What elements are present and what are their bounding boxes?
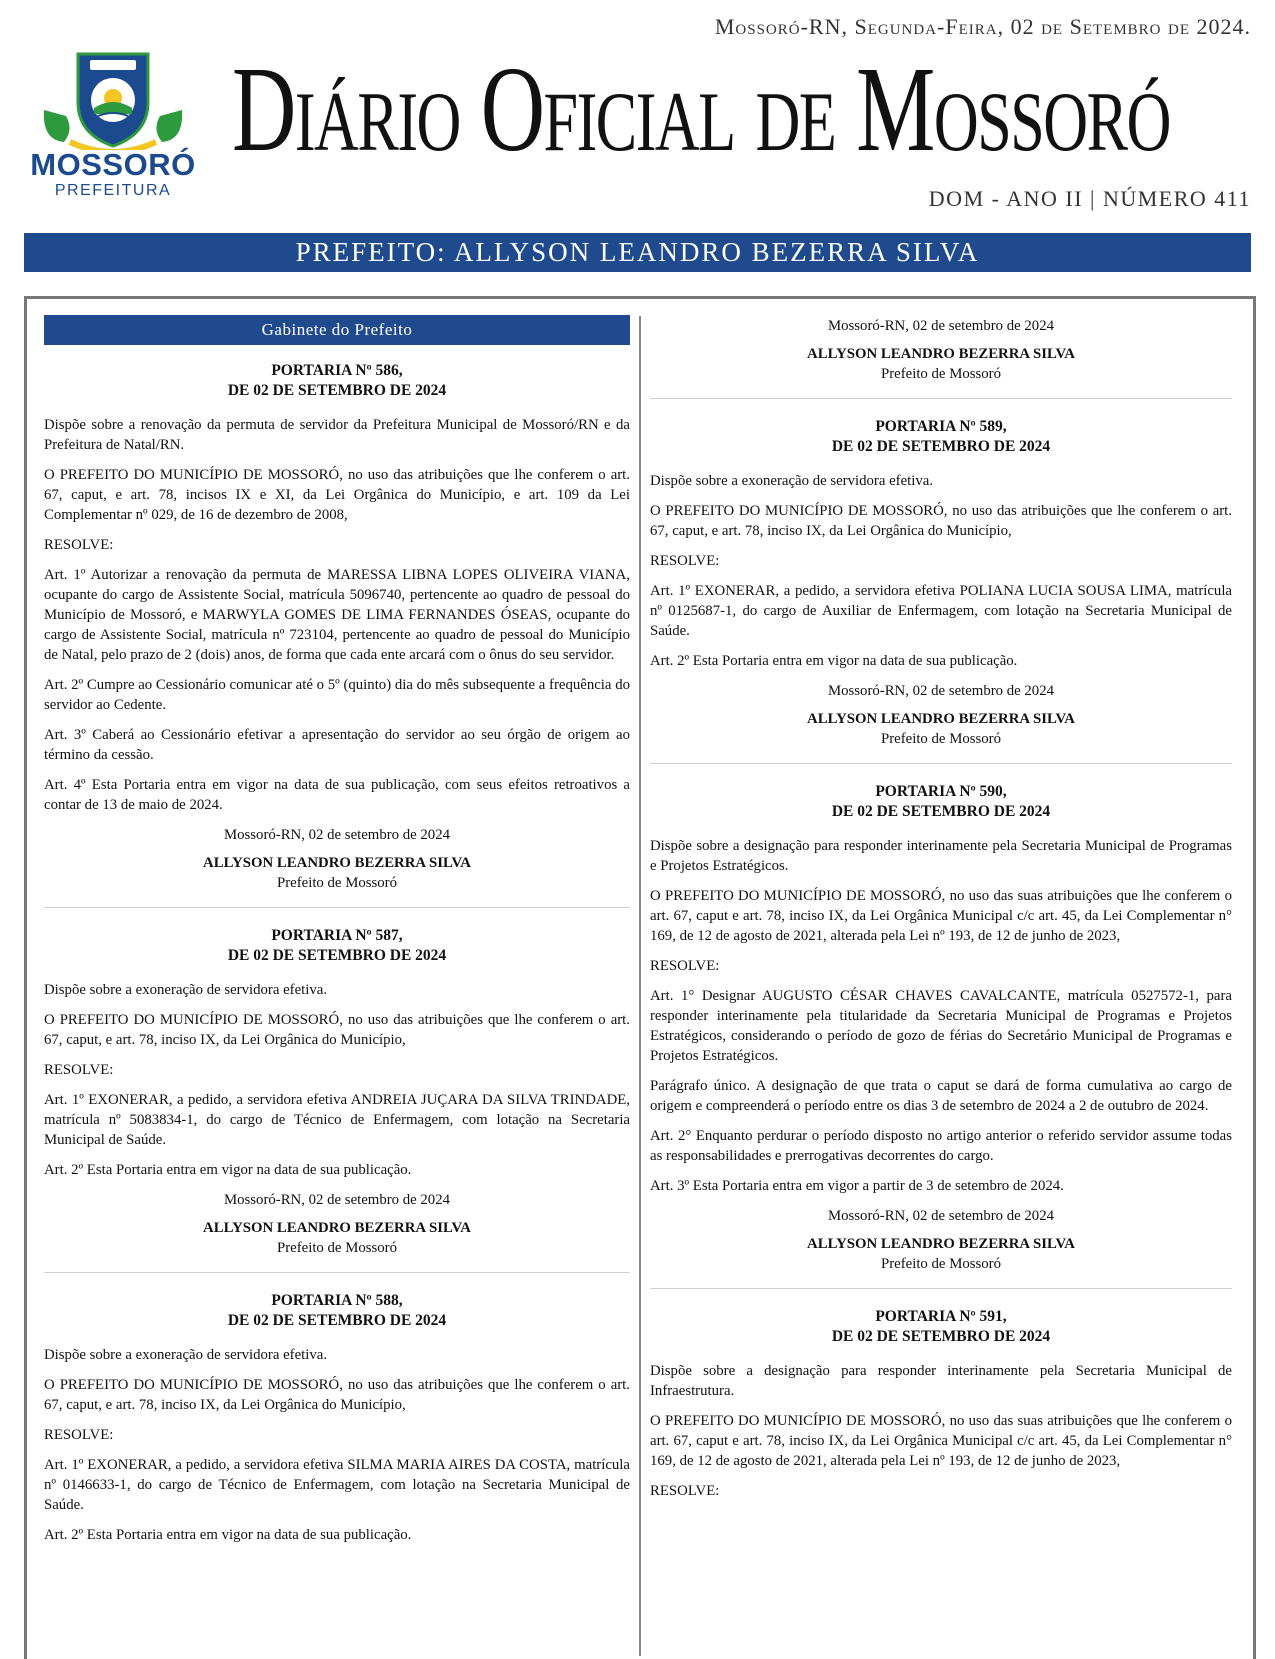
portaria-resolve: RESOLVE: [650, 1483, 720, 1499]
portaria-resolve: RESOLVE: [650, 553, 720, 569]
portaria-591 [650, 1307, 1232, 1501]
signature-name: ALLYSON LEANDRO BEZERRA SILVA [203, 855, 471, 871]
edition-number: DOM - ANO II | NÚMERO 411 [928, 186, 1251, 211]
portaria-number: PORTARIA Nº 591, [875, 1308, 1007, 1325]
portaria-number: PORTARIA Nº 590, [875, 783, 1007, 800]
portaria-date: DE 02 DE SETEMBRO DE 2024 [831, 438, 1051, 455]
portaria-preamble: O PREFEITO DO MUNICÍPIO DE MOSSORÓ, no uso das atribuições que lhe conferem o art. 67, caput, e art. 78, inciso IX, da Lei Orgânica do Município, [44, 1012, 630, 1048]
signature-block [44, 825, 630, 893]
portaria-preamble: O PREFEITO DO MUNICÍPIO DE MOSSORÓ, no uso das atribuições que lhe conferem o art. 67, caput, e art. 78, inciso IX, da Lei Orgânica do Município, [44, 1377, 630, 1413]
column-divider [639, 316, 641, 1656]
signature-place-date: Mossoró-RN, 02 de setembro de 2024 [827, 683, 1055, 699]
portaria-title [650, 1307, 1232, 1347]
portaria-588 [44, 1291, 630, 1545]
portaria-number: PORTARIA Nº 588, [271, 1292, 403, 1309]
portaria-article: Art. 1º EXONERAR, a pedido, a servidora efetiva SILMA MARIA AIRES DA COSTA, matrícula nº 0146633-1, do cargo de Técnico de Enfermagem, com lotação na Secretaria Municipal de Saúde. [44, 1457, 630, 1513]
portaria-date: DE 02 DE SETEMBRO DE 2024 [227, 947, 447, 964]
portaria-summary: Dispõe sobre a designação para responder interinamente pela Secretaria Municipal de Infraestrutura. [650, 1363, 1232, 1399]
portaria-title [650, 782, 1232, 822]
right-column [650, 316, 1232, 1511]
document-separator [650, 763, 1232, 764]
logo-wordmark: MOSSORÓ [30, 147, 196, 182]
portaria-number: PORTARIA Nº 589, [875, 418, 1007, 435]
portaria-resolve: RESOLVE: [44, 1062, 114, 1078]
signature-place-date: Mossoró-RN, 02 de setembro de 2024 [223, 1192, 451, 1208]
signature-place-date: Mossoró-RN, 02 de setembro de 2024 [827, 318, 1055, 334]
portaria-preamble: O PREFEITO DO MUNICÍPIO DE MOSSORÓ, no uso das atribuições que lhe conferem o art. 67, caput, e art. 78, incisos IX e XI, da Lei Orgânica do Município, e art. 109 da Lei Complementar nº 029, de 16 de dezembro de 2008, [44, 467, 630, 523]
signature-role: Prefeito de Mossoró [276, 1240, 397, 1256]
signature-block [650, 316, 1232, 384]
portaria-number: PORTARIA Nº 586, [271, 362, 403, 379]
portaria-title [44, 1291, 630, 1331]
portaria-summary: Dispõe sobre a exoneração de servidora efetiva. [44, 982, 328, 998]
portaria-preamble: O PREFEITO DO MUNICÍPIO DE MOSSORÓ, no uso das suas atribuições que lhe conferem o art. 67, caput e art. 78, inciso IX, da Lei Orgânica Municipal c/c art. 45, da Lei Complementar n° 169, de 12 de agosto de 2021, alterada pela Lei nº 193, de 12 de junho de 2023, [650, 1413, 1232, 1469]
portaria-paragraph: Parágrafo único. A designação de que trata o caput se dará de forma cumulativa ao cargo de origem e compreenderá o período entre os dias 3 de setembro de 2024 a 2 de outubro de 2024. [650, 1078, 1232, 1114]
document-separator [44, 1272, 630, 1273]
portaria-title [650, 417, 1232, 457]
portaria-article: Art. 3º Esta Portaria entra em vigor a partir de 3 de setembro de 2024. [650, 1178, 1064, 1194]
portaria-summary: Dispõe sobre a exoneração de servidora efetiva. [44, 1347, 328, 1363]
portaria-article: Art. 4º Esta Portaria entra em vigor na data de sua publicação, com seus efeitos retroativos a contar de 13 de maio de 2024. [44, 777, 630, 813]
coat-of-arms-icon [24, 50, 202, 150]
section-header: Gabinete do Prefeito [44, 315, 630, 345]
document-separator [44, 907, 630, 908]
signature-role: Prefeito de Mossoró [880, 366, 1001, 382]
portaria-summary: Dispõe sobre a designação para responder interinamente pela Secretaria Municipal de Programas e Projetos Estratégicos. [650, 838, 1232, 874]
newspaper-title: Diário Oficial de Mossoró [232, 42, 1170, 177]
portaria-586 [44, 361, 630, 893]
portaria-resolve: RESOLVE: [44, 537, 114, 553]
portaria-article: Art. 2° Enquanto perdurar o período disposto no artigo anterior o referido servidor assume todas as responsabilidades e prerrogativas decorrentes do cargo. [650, 1128, 1232, 1164]
portaria-summary: Dispõe sobre a renovação da permuta de servidor da Prefeitura Municipal de Mossoró/RN e da Prefeitura de Natal/RN. [44, 417, 630, 453]
issue-date: Mossoró-RN, Segunda-Feira, 02 de Setembro de 2024. [714, 14, 1251, 39]
portaria-resolve: RESOLVE: [44, 1427, 114, 1443]
signature-block [650, 681, 1232, 749]
document-separator [650, 398, 1232, 399]
signature-name: ALLYSON LEANDRO BEZERRA SILVA [807, 711, 1075, 727]
portaria-article: Art. 2º Esta Portaria entra em vigor na data de sua publicação. [44, 1162, 412, 1178]
portaria-article: Art. 3º Caberá ao Cessionário efetivar a apresentação do servidor ao seu órgão de origem ao término da cessão. [44, 727, 630, 763]
portaria-587 [44, 926, 630, 1258]
portaria-article: Art. 1º Autorizar a renovação da permuta de MARESSA LIBNA LOPES OLIVEIRA VIANA, ocupante do cargo de Assistente Social, matrícula 5096740, pertencente ao quadro de pessoal do Município de Mossoró, e MARWYLA GOMES DE LIMA FERNANDES ÓSEAS, ocupante do cargo de Assistente Social, matrícula nº 723104, pertencente ao quadro de pessoal do Município de Natal, pelo prazo de 2 (dois) anos, de forma que cada ente arcará com o ônus do seu servidor. [44, 567, 630, 663]
portaria-summary: Dispõe sobre a exoneração de servidora efetiva. [650, 473, 934, 489]
signature-block [44, 1190, 630, 1258]
portaria-article: Art. 1º EXONERAR, a pedido, a servidora efetiva POLIANA LUCIA SOUSA LIMA, matrícula nº 0125687-1, do cargo de Auxiliar de Enfermagem, com lotação na Secretaria Municipal de Saúde. [650, 583, 1232, 639]
portaria-date: DE 02 DE SETEMBRO DE 2024 [227, 382, 447, 399]
signature-place-date: Mossoró-RN, 02 de setembro de 2024 [223, 827, 451, 843]
portaria-589 [650, 417, 1232, 749]
signature-name: ALLYSON LEANDRO BEZERRA SILVA [203, 1220, 471, 1236]
signature-name: ALLYSON LEANDRO BEZERRA SILVA [807, 346, 1075, 362]
portaria-article: Art. 1° Designar AUGUSTO CÉSAR CHAVES CAVALCANTE, matrícula 0527572-1, para responder interinamente pela titularidade da Secretaria Municipal de Programas e Projetos Estratégicos, considerando o período de gozo de férias do Secretário Municipal de Programas e Projetos Estratégicos. [650, 988, 1232, 1064]
signature-role: Prefeito de Mossoró [880, 1256, 1001, 1272]
portaria-preamble: O PREFEITO DO MUNICÍPIO DE MOSSORÓ, no uso das suas atribuições que lhe conferem o art. 67, caput e art. 78, inciso IX, da Lei Orgânica Municipal c/c art. 45, da Lei Complementar n° 169, de 12 de agosto de 2021, alterada pela Lei nº 193, de 12 de junho de 2023, [650, 888, 1232, 944]
logo-subtitle: PREFEITURA [54, 182, 172, 199]
portaria-date: DE 02 DE SETEMBRO DE 2024 [227, 1312, 447, 1329]
signature-role: Prefeito de Mossoró [880, 731, 1001, 747]
left-column [44, 315, 630, 1555]
document-separator [650, 1288, 1232, 1289]
portaria-resolve: RESOLVE: [650, 958, 720, 974]
portaria-title [44, 926, 630, 966]
portaria-date: DE 02 DE SETEMBRO DE 2024 [831, 1328, 1051, 1345]
portaria-590 [650, 782, 1232, 1274]
portaria-date: DE 02 DE SETEMBRO DE 2024 [831, 803, 1051, 820]
portaria-article: Art. 2º Esta Portaria entra em vigor na data de sua publicação. [44, 1527, 412, 1543]
mayor-banner: PREFEITO: ALLYSON LEANDRO BEZERRA SILVA [24, 233, 1251, 272]
portaria-title [44, 361, 630, 401]
portaria-preamble: O PREFEITO DO MUNICÍPIO DE MOSSORÓ, no uso das atribuições que lhe conferem o art. 67, caput, e art. 78, inciso IX, da Lei Orgânica do Município, [650, 503, 1232, 539]
signature-name: ALLYSON LEANDRO BEZERRA SILVA [807, 1236, 1075, 1252]
signature-block [650, 1206, 1232, 1274]
portaria-article: Art. 2º Esta Portaria entra em vigor na data de sua publicação. [650, 653, 1018, 669]
signature-role: Prefeito de Mossoró [276, 875, 397, 891]
portaria-article: Art. 2º Cumpre ao Cessionário comunicar até o 5º (quinto) dia do mês subsequente a frequência do servidor ao Cedente. [44, 677, 630, 713]
signature-place-date: Mossoró-RN, 02 de setembro de 2024 [827, 1208, 1055, 1224]
portaria-number: PORTARIA Nº 587, [271, 927, 403, 944]
portaria-article: Art. 1º EXONERAR, a pedido, a servidora efetiva ANDREIA JUÇARA DA SILVA TRINDADE, matrícula nº 5083834-1, do cargo de Técnico de Enfermagem, com lotação na Secretaria Municipal de Saúde. [44, 1092, 630, 1148]
